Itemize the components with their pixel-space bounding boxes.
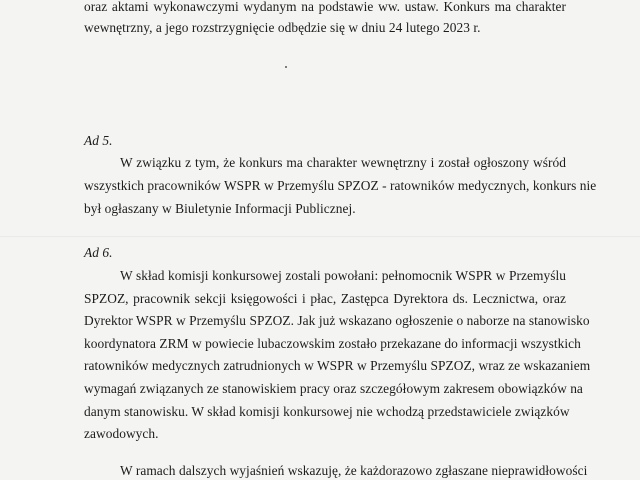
section-heading: Ad 5. (84, 133, 113, 148)
text-line: był ogłaszany w Biuletynie Informacji Publicznej. (84, 201, 356, 216)
text-line: W ramach dalszych wyjaśnień wskazuję, że każdorazowo zgłaszane nieprawidłowości (120, 463, 588, 478)
text-line: Dyrektor WSPR w Przemyślu SPZOZ. Jak już wskazano ogłoszenie o naborze na stanowisko (84, 313, 590, 328)
text-line: W skład komisji konkursowej zostali powołani: pełnomocnik WSPR w Przemyślu (120, 268, 566, 283)
text-line: wewnętrzny, a jego rozstrzygnięcie odbędzie się w dniu 24 lutego 2023 r. (84, 20, 481, 35)
text-line: zawodowych. (84, 426, 159, 441)
section-heading: Ad 6. (84, 245, 113, 260)
scan-speck (285, 66, 287, 68)
text-line: danym stanowisku. W skład komisji konkursowej nie wchodzą przedstawiciele związków (84, 404, 570, 419)
scan-artifact-line (0, 236, 640, 237)
text-line: ratowników medycznych zatrudnionych w WSPR w Przemyślu SPZOZ, wraz ze wskazaniem (84, 358, 591, 373)
text-line: W związku z tym, że konkurs ma charakter wewnętrzny i został ogłoszony wśród (120, 155, 566, 170)
text-line: koordynatora ZRM w powiecie lubaczowskim zostało przekazane do informacji wszystkich (84, 336, 581, 351)
text-line: wszystkich pracowników WSPR w Przemyślu SPZOZ - ratowników medycznych, konkurs nie (84, 178, 597, 193)
text-line: SPZOZ, pracownik sekcji księgowości i płac, Zastępca Dyrektora ds. Lecznictwa, oraz (84, 291, 566, 306)
text-line: oraz aktami wykonawczymi wydanym na podstawie ww. ustaw. Konkurs ma charakter (84, 0, 566, 14)
text-line: wymagań związanych ze stanowiskiem pracy oraz szczegółowym zakresem obowiązków na (84, 381, 583, 396)
